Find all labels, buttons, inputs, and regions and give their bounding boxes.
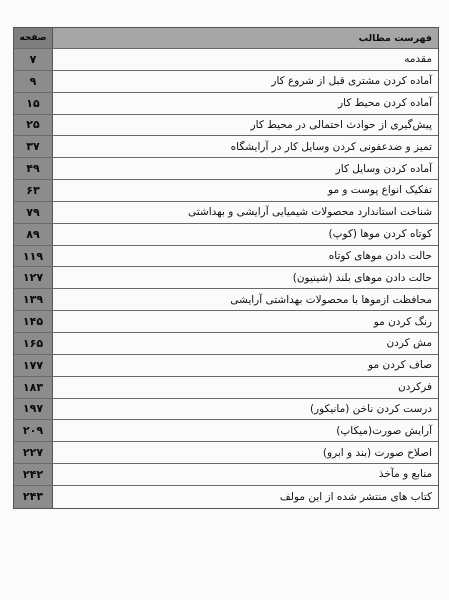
toc-row: [14, 158, 438, 180]
toc-row: [14, 136, 438, 158]
toc-entry-title: آرایش صورت(میکاپ): [53, 420, 438, 441]
toc-entry-page: ۲۵: [14, 115, 53, 136]
toc-row: [14, 442, 438, 464]
table-of-contents: [13, 27, 439, 509]
toc-entry-page: ۱۳۹: [14, 289, 53, 310]
toc-row: [14, 333, 438, 355]
toc-entry-title: رنگ کردن مو: [53, 311, 438, 332]
toc-row: [14, 71, 438, 93]
toc-entry-title: منابع و مآخذ: [53, 464, 438, 485]
toc-entry-page: ۶۳: [14, 180, 53, 201]
toc-entry-page: ۱۸۳: [14, 377, 53, 398]
toc-row: [14, 115, 438, 137]
toc-entry-page: ۴۹: [14, 158, 53, 179]
toc-entry-title: آماده کردن مشتری قبل از شروع کار: [53, 71, 438, 92]
toc-row: [14, 377, 438, 399]
toc-entry-page: ۱۵: [14, 93, 53, 114]
toc-entry-title: کتاب های منتشر شده از این مولف: [53, 486, 438, 508]
toc-entry-page: ۱۱۹: [14, 246, 53, 267]
toc-row: [14, 311, 438, 333]
toc-row: [14, 180, 438, 202]
toc-entry-page: ۲۴۲: [14, 464, 53, 485]
toc-entry-page: ۳۷: [14, 136, 53, 157]
toc-entry-page: ۲۰۹: [14, 420, 53, 441]
toc-header-page: صفحه: [14, 28, 53, 48]
toc-entry-title: حالت دادن موهای بلند (شینیون): [53, 267, 438, 288]
toc-header-row: [14, 28, 438, 49]
toc-entry-page: ۱۶۵: [14, 333, 53, 354]
toc-entry-title: پیش‌گیری از حوادث احتمالی در محیط کار: [53, 115, 438, 136]
toc-entry-title: اصلاح صورت (بند و ابرو): [53, 442, 438, 463]
toc-entry-title: شناخت استاندارد محصولات شیمیایی آرایشی و بهداشتی: [53, 202, 438, 223]
toc-entry-page: ۹: [14, 71, 53, 92]
toc-entry-title: آماده کردن وسایل کار: [53, 158, 438, 179]
toc-entry-page: ۱۴۵: [14, 311, 53, 332]
toc-row: [14, 289, 438, 311]
toc-entry-page: ۲۲۷: [14, 442, 53, 463]
toc-row: [14, 355, 438, 377]
toc-entry-page: ۲۴۳: [14, 486, 53, 508]
toc-entry-title: درست کردن ناخن (مانیکور): [53, 399, 438, 420]
toc-header-title: فهرست مطالب: [358, 32, 432, 44]
toc-entry-title: محافظت ازموها با محصولات بهداشتی آرایشی: [53, 289, 438, 310]
toc-entry-title: حالت دادن موهای کوتاه: [53, 246, 438, 267]
toc-row: [14, 224, 438, 246]
toc-entry-title: فرکردن: [53, 377, 438, 398]
toc-row: [14, 202, 438, 224]
toc-entry-title: صاف کردن مو: [53, 355, 438, 376]
toc-entry-page: ۱۷۷: [14, 355, 53, 376]
toc-entry-page: ۷۹: [14, 202, 53, 223]
toc-entry-page: ۱۲۷: [14, 267, 53, 288]
toc-entry-page: ۷: [14, 49, 53, 70]
toc-entry-title: تمیز و ضدعفونی کردن وسایل کار در آرایشگاه: [53, 136, 438, 157]
toc-entry-title: مش کردن: [53, 333, 438, 354]
toc-entry-page: ۸۹: [14, 224, 53, 245]
toc-row: [14, 246, 438, 268]
toc-entry-title: کوتاه کردن موها (کوپ): [53, 224, 438, 245]
toc-entry-page: ۱۹۷: [14, 399, 53, 420]
toc-row: [14, 267, 438, 289]
toc-row: [14, 486, 438, 508]
toc-row: [14, 93, 438, 115]
toc-entry-title: تفکیک انواع پوست و مو: [53, 180, 438, 201]
toc-row: [14, 420, 438, 442]
toc-entry-title: مقدمه: [53, 49, 438, 70]
toc-row: [14, 399, 438, 421]
toc-entry-title: آماده کردن محیط کار: [53, 93, 438, 114]
toc-row: [14, 464, 438, 486]
toc-row: [14, 49, 438, 71]
